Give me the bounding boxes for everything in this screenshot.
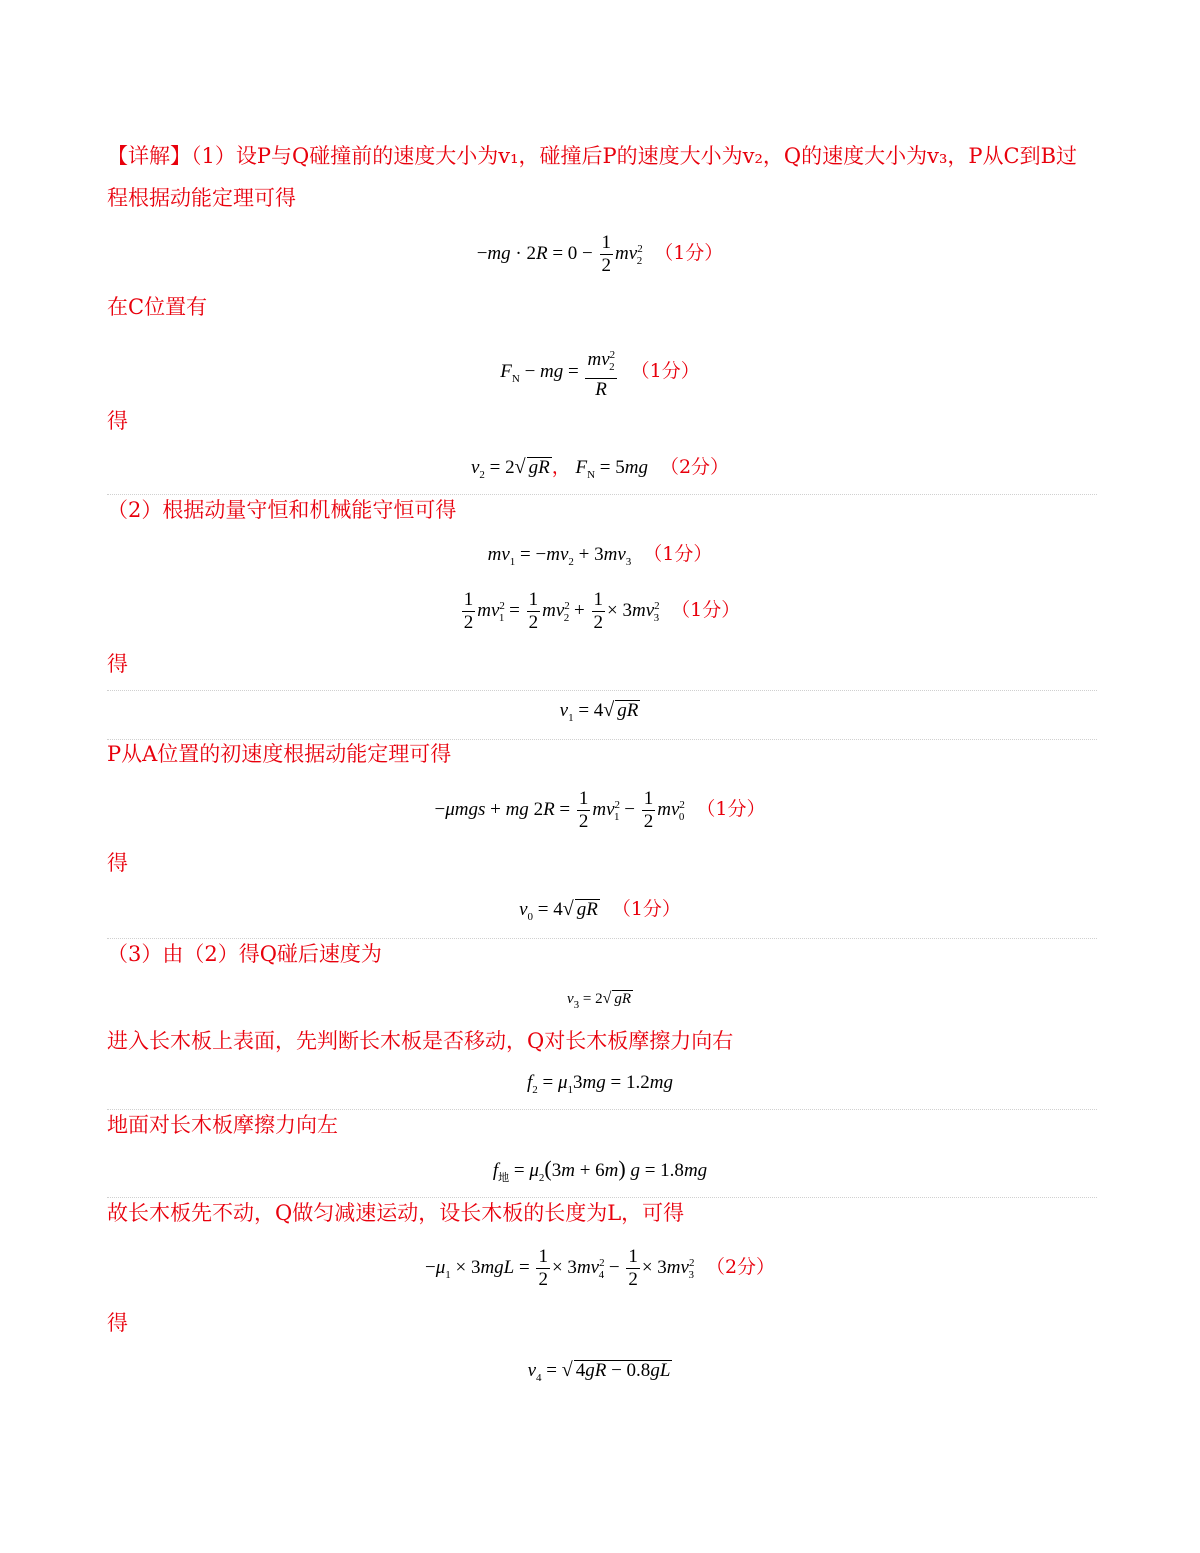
- score-mark: （1分）: [611, 898, 681, 920]
- equation-v0-result: $v_0 = 4√$ gR （1分）: [519, 898, 681, 923]
- line-enter-board: 进入长木板上表面，先判断长木板是否移动，Q对长木板摩擦力向右: [107, 1029, 734, 1053]
- score-mark: （1分）: [643, 543, 713, 565]
- divider: [107, 690, 1097, 691]
- line-at-c: 在C位置有: [107, 295, 208, 319]
- line-detail-heading: 【详解】（1）设P与Q碰撞前的速度大小为v₁，碰撞后P的速度大小为v₂，Q的速度大小为v₃，P从C到B过: [107, 144, 1078, 168]
- equation-energy-board: $-\mu_1 \times 3mgL$ = $\frac{1}{2}$ × $3mv^2_4$ − $\frac{1}{2}$ × $3mv^2_3$ （2分）: [424, 1246, 776, 1290]
- divider: [107, 938, 1097, 939]
- score-mark: （1分）: [696, 797, 766, 820]
- divider: [107, 1109, 1097, 1110]
- line-kinetic-theorem: 程根据动能定理可得: [107, 186, 296, 210]
- line-part3: （3）由（2）得Q碰后速度为: [107, 942, 382, 966]
- equation-energy-a: −μmgs + mg 2R = $\frac{1}{2}$ $mv^2_1$ − $\frac{1}{2}$ $mv^2_0$ （1分）: [434, 788, 766, 832]
- line-initial-speed: P从A位置的初速度根据动能定理可得: [107, 742, 452, 766]
- line-result-2: 得: [107, 652, 128, 676]
- divider: [107, 1197, 1097, 1198]
- equation-v4-result: $v_4$ = √ 4gR − 0.8gL: [527, 1359, 671, 1384]
- equation-normal-force: $F_N$ − mg = $\frac{mv^2_2}{R}$ （1分）: [0, 344, 1200, 401]
- line-part2: （2）根据动量守恒和机械能守恒可得: [107, 498, 457, 522]
- score-mark: （2分）: [705, 1255, 776, 1278]
- equation-friction-q: $f_2 = \mu_13mg = 1.2mg$: [527, 1072, 673, 1096]
- score-mark: （2分）: [659, 456, 730, 478]
- equation-energy-conservation: $\frac{1}{2}$ $mv^2_1$ = $\frac{1}{2}$ $mv^2_2$ + $\frac{1}{2}$ × $3mv^2_3$ （1分）: [463, 589, 741, 633]
- equation-v3-result: $v_3 = 2√$ gR: [566, 990, 632, 1011]
- equation-momentum: $mv_1 = -mv_2 + 3mv_3$ （1分）: [487, 543, 713, 568]
- score-mark: （1分）: [671, 598, 741, 621]
- equation-v2-result: $v_2 = 2√$ gR ， $F_N = 5mg$ （2分）: [470, 456, 730, 481]
- line-ground-friction: 地面对长木板摩擦力向左: [107, 1113, 338, 1137]
- equation-v1-result: $v_1 = 4√$ gR: [559, 699, 639, 724]
- line-result-1: 得: [107, 409, 128, 433]
- line-board-static: 故长木板先不动，Q做匀减速运动，设长木板的长度为L，可得: [107, 1201, 685, 1225]
- line-result-4: 得: [107, 1311, 128, 1335]
- divider: [107, 494, 1097, 495]
- line-result-3: 得: [107, 851, 128, 875]
- score-mark: （1分）: [630, 359, 700, 382]
- equation-friction-ground: $f_地 = \mu_2(3m + 6m) g = 1.8mg$: [492, 1156, 708, 1184]
- equation-energy-cb: −mg · 2R = 0 − $\frac{1}{2}$ $mv^2_2$ （1分）: [476, 232, 724, 276]
- score-mark: （1分）: [654, 241, 724, 264]
